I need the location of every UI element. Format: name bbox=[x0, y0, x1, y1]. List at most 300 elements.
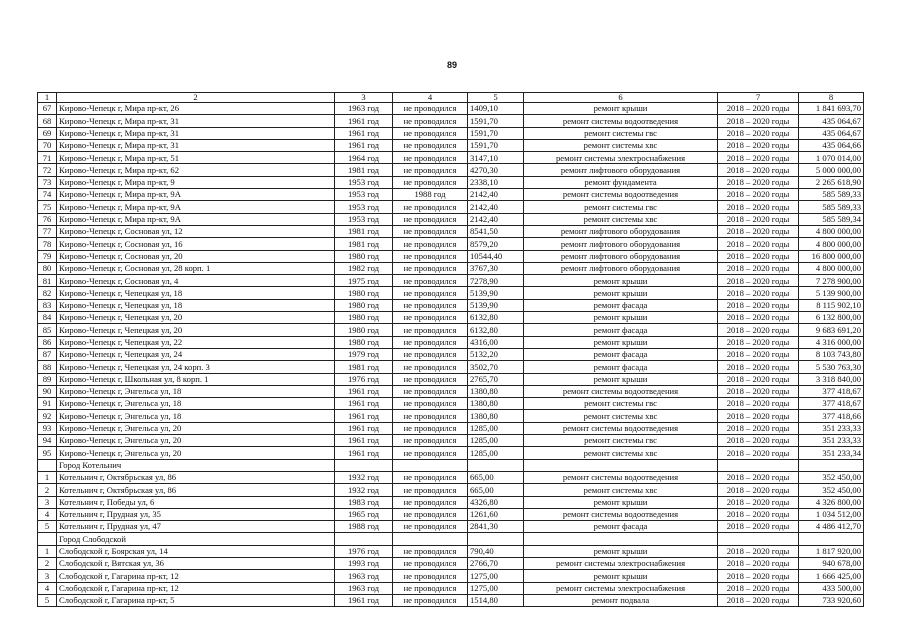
work-type-cell: ремонт фундамента bbox=[524, 176, 718, 188]
last-repair-cell: не проводился bbox=[393, 361, 468, 373]
address-cell: Котельнич г, Победы ул, 6 bbox=[57, 496, 335, 508]
table-row bbox=[38, 348, 864, 360]
build-year-cell: 1953 год bbox=[335, 213, 393, 225]
period-cell: 2018 – 2020 годы bbox=[718, 275, 799, 287]
cost-cell: 733 920,60 bbox=[799, 594, 864, 606]
cost-cell: 2 265 618,90 bbox=[799, 176, 864, 188]
row-number: 70 bbox=[38, 139, 57, 151]
row-number: 71 bbox=[38, 152, 57, 164]
cost-cell: 5 530 763,30 bbox=[799, 361, 864, 373]
work-type-cell: ремонт системы электроснабжения bbox=[524, 152, 718, 164]
work-type-cell: ремонт крыши bbox=[524, 373, 718, 385]
city-heading: Город Слободской bbox=[57, 533, 335, 545]
period-cell: 2018 – 2020 годы bbox=[718, 324, 799, 336]
work-type-cell: ремонт системы электроснабжения bbox=[524, 557, 718, 569]
build-year-cell: 1980 год bbox=[335, 250, 393, 262]
row-number: 75 bbox=[38, 201, 57, 213]
table-row bbox=[38, 594, 864, 606]
period-cell: 2018 – 2020 годы bbox=[718, 508, 799, 520]
empty-cell bbox=[718, 533, 799, 545]
area-cell: 1275,00 bbox=[468, 582, 524, 594]
empty-cell bbox=[718, 459, 799, 471]
cost-cell: 433 500,00 bbox=[799, 582, 864, 594]
area-cell: 1591,70 bbox=[468, 139, 524, 151]
work-type-cell: ремонт лифтового оборудования bbox=[524, 250, 718, 262]
cost-cell: 940 678,00 bbox=[799, 557, 864, 569]
address-cell: Кирово-Чепецк г, Чепецкая ул, 24 bbox=[57, 348, 335, 360]
last-repair-cell: не проводился bbox=[393, 373, 468, 385]
last-repair-cell: не проводился bbox=[393, 238, 468, 250]
period-cell: 2018 – 2020 годы bbox=[718, 361, 799, 373]
empty-cell bbox=[799, 459, 864, 471]
build-year-cell: 1961 год bbox=[335, 115, 393, 127]
cost-cell: 352 450,00 bbox=[799, 484, 864, 496]
area-cell: 4326,80 bbox=[468, 496, 524, 508]
city-section-row bbox=[38, 459, 864, 471]
work-type-cell: ремонт фасада bbox=[524, 299, 718, 311]
table-row bbox=[38, 250, 864, 262]
work-type-cell: ремонт системы электроснабжения bbox=[524, 582, 718, 594]
address-cell: Кирово-Чепецк г, Сосновая ул, 20 bbox=[57, 250, 335, 262]
empty-cell bbox=[799, 533, 864, 545]
period-cell: 2018 – 2020 годы bbox=[718, 385, 799, 397]
header-col-4: 4 bbox=[393, 93, 468, 103]
work-type-cell: ремонт лифтового оборудования bbox=[524, 262, 718, 274]
address-cell: Кирово-Чепецк г, Чепецкая ул, 18 bbox=[57, 299, 335, 311]
empty-cell bbox=[468, 533, 524, 545]
period-cell: 2018 – 2020 годы bbox=[718, 287, 799, 299]
table-row bbox=[38, 287, 864, 299]
row-number: 88 bbox=[38, 361, 57, 373]
address-cell: Кирово-Чепецк г, Мира пр-кт, 9А bbox=[57, 189, 335, 201]
cost-cell: 377 418,67 bbox=[799, 398, 864, 410]
area-cell: 5139,90 bbox=[468, 287, 524, 299]
cost-cell: 1 817 920,00 bbox=[799, 545, 864, 557]
work-type-cell: ремонт крыши bbox=[524, 312, 718, 324]
row-number: 80 bbox=[38, 262, 57, 274]
build-year-cell: 1981 год bbox=[335, 225, 393, 237]
address-cell: Кирово-Чепецк г, Мира пр-кт, 62 bbox=[57, 164, 335, 176]
area-cell: 8541,50 bbox=[468, 225, 524, 237]
work-type-cell: ремонт лифтового оборудования bbox=[524, 164, 718, 176]
row-number: 94 bbox=[38, 435, 57, 447]
row-number: 95 bbox=[38, 447, 57, 459]
work-type-cell: ремонт крыши bbox=[524, 287, 718, 299]
cost-cell: 4 800 000,00 bbox=[799, 262, 864, 274]
cost-cell: 585 589,34 bbox=[799, 213, 864, 225]
last-repair-cell: не проводился bbox=[393, 582, 468, 594]
cost-cell: 5 139 900,00 bbox=[799, 287, 864, 299]
header-col-2: 2 bbox=[57, 93, 335, 103]
work-type-cell: ремонт крыши bbox=[524, 570, 718, 582]
table-row bbox=[38, 557, 864, 569]
period-cell: 2018 – 2020 годы bbox=[718, 127, 799, 139]
last-repair-cell: не проводился bbox=[393, 447, 468, 459]
build-year-cell: 1988 год bbox=[335, 521, 393, 533]
row-number: 4 bbox=[38, 508, 57, 520]
last-repair-cell: не проводился bbox=[393, 127, 468, 139]
area-cell: 790,40 bbox=[468, 545, 524, 557]
last-repair-cell: не проводился bbox=[393, 521, 468, 533]
table-row bbox=[38, 115, 864, 127]
empty-cell bbox=[335, 459, 393, 471]
cost-cell: 6 132 800,00 bbox=[799, 312, 864, 324]
area-cell: 1285,00 bbox=[468, 422, 524, 434]
area-cell: 1261,60 bbox=[468, 508, 524, 520]
table-row bbox=[38, 521, 864, 533]
address-cell: Кирово-Чепецк г, Сосновая ул, 16 bbox=[57, 238, 335, 250]
row-number: 3 bbox=[38, 570, 57, 582]
cost-cell: 352 450,00 bbox=[799, 471, 864, 483]
build-year-cell: 1953 год bbox=[335, 201, 393, 213]
address-cell: Кирово-Чепецк г, Мира пр-кт, 9А bbox=[57, 201, 335, 213]
table-row bbox=[38, 484, 864, 496]
address-cell: Кирово-Чепецк г, Чепецкая ул, 24 корп. 3 bbox=[57, 361, 335, 373]
area-cell: 2338,10 bbox=[468, 176, 524, 188]
work-type-cell: ремонт системы водоотведения bbox=[524, 422, 718, 434]
city-section-row bbox=[38, 533, 864, 545]
work-type-cell: ремонт системы хвс bbox=[524, 447, 718, 459]
area-cell: 1380,80 bbox=[468, 410, 524, 422]
last-repair-cell: не проводился bbox=[393, 324, 468, 336]
row-number: 73 bbox=[38, 176, 57, 188]
empty-cell bbox=[524, 459, 718, 471]
row-number: 78 bbox=[38, 238, 57, 250]
area-cell: 3502,70 bbox=[468, 361, 524, 373]
work-type-cell: ремонт системы водоотведения bbox=[524, 385, 718, 397]
address-cell: Котельнич г, Прудная ул, 47 bbox=[57, 521, 335, 533]
last-repair-cell: не проводился bbox=[393, 139, 468, 151]
cost-cell: 435 064,67 bbox=[799, 127, 864, 139]
work-type-cell: ремонт лифтового оборудования bbox=[524, 238, 718, 250]
address-cell: Кирово-Чепецк г, Сосновая ул, 4 bbox=[57, 275, 335, 287]
area-cell: 1591,70 bbox=[468, 127, 524, 139]
table-row bbox=[38, 422, 864, 434]
period-cell: 2018 – 2020 годы bbox=[718, 410, 799, 422]
area-cell: 7278,90 bbox=[468, 275, 524, 287]
cost-cell: 585 589,33 bbox=[799, 189, 864, 201]
address-cell: Кирово-Чепецк г, Чепецкая ул, 20 bbox=[57, 312, 335, 324]
address-cell: Кирово-Чепецк г, Сосновая ул, 28 корп. 1 bbox=[57, 262, 335, 274]
last-repair-cell: 1988 год bbox=[393, 189, 468, 201]
period-cell: 2018 – 2020 годы bbox=[718, 496, 799, 508]
period-cell: 2018 – 2020 годы bbox=[718, 422, 799, 434]
period-cell: 2018 – 2020 годы bbox=[718, 594, 799, 606]
work-type-cell: ремонт системы гвс bbox=[524, 127, 718, 139]
period-cell: 2018 – 2020 годы bbox=[718, 373, 799, 385]
cost-cell: 1 034 512,00 bbox=[799, 508, 864, 520]
period-cell: 2018 – 2020 годы bbox=[718, 484, 799, 496]
last-repair-cell: не проводился bbox=[393, 336, 468, 348]
last-repair-cell: не проводился bbox=[393, 287, 468, 299]
row-number: 84 bbox=[38, 312, 57, 324]
table-row bbox=[38, 152, 864, 164]
cost-cell: 351 233,33 bbox=[799, 422, 864, 434]
period-cell: 2018 – 2020 годы bbox=[718, 521, 799, 533]
area-cell: 10544,40 bbox=[468, 250, 524, 262]
last-repair-cell: не проводился bbox=[393, 471, 468, 483]
address-cell: Слободской г, Боярская ул, 14 bbox=[57, 545, 335, 557]
row-number: 86 bbox=[38, 336, 57, 348]
address-cell: Кирово-Чепецк г, Энгельса ул, 18 bbox=[57, 385, 335, 397]
cost-cell: 435 064,66 bbox=[799, 139, 864, 151]
table-row bbox=[38, 508, 864, 520]
build-year-cell: 1981 год bbox=[335, 361, 393, 373]
row-number: 69 bbox=[38, 127, 57, 139]
cost-cell: 8 115 902,10 bbox=[799, 299, 864, 311]
area-cell: 1514,80 bbox=[468, 594, 524, 606]
address-cell: Кирово-Чепецк г, Энгельса ул, 18 bbox=[57, 410, 335, 422]
build-year-cell: 1975 год bbox=[335, 275, 393, 287]
build-year-cell: 1961 год bbox=[335, 435, 393, 447]
table-row bbox=[38, 275, 864, 287]
row-number: 93 bbox=[38, 422, 57, 434]
area-cell: 6132,80 bbox=[468, 324, 524, 336]
last-repair-cell: не проводился bbox=[393, 484, 468, 496]
build-year-cell: 1961 год bbox=[335, 594, 393, 606]
work-type-cell: ремонт крыши bbox=[524, 275, 718, 287]
period-cell: 2018 – 2020 годы bbox=[718, 152, 799, 164]
build-year-cell: 1961 год bbox=[335, 385, 393, 397]
table-row bbox=[38, 262, 864, 274]
table-row bbox=[38, 398, 864, 410]
work-type-cell: ремонт системы хвс bbox=[524, 484, 718, 496]
period-cell: 2018 – 2020 годы bbox=[718, 435, 799, 447]
cost-cell: 1 841 693,70 bbox=[799, 103, 864, 115]
build-year-cell: 1976 год bbox=[335, 373, 393, 385]
build-year-cell: 1980 год bbox=[335, 287, 393, 299]
build-year-cell: 1980 год bbox=[335, 336, 393, 348]
build-year-cell: 1982 год bbox=[335, 262, 393, 274]
table-row bbox=[38, 373, 864, 385]
area-cell: 2766,70 bbox=[468, 557, 524, 569]
row-number: 81 bbox=[38, 275, 57, 287]
area-cell: 1591,70 bbox=[468, 115, 524, 127]
row-number: 92 bbox=[38, 410, 57, 422]
row-number: 87 bbox=[38, 348, 57, 360]
period-cell: 2018 – 2020 годы bbox=[718, 348, 799, 360]
table-row bbox=[38, 336, 864, 348]
table-row bbox=[38, 361, 864, 373]
cost-cell: 4 316 000,00 bbox=[799, 336, 864, 348]
work-type-cell: ремонт системы хвс bbox=[524, 213, 718, 225]
area-cell: 6132,80 bbox=[468, 312, 524, 324]
cost-cell: 377 418,67 bbox=[799, 385, 864, 397]
work-type-cell: ремонт системы хвс bbox=[524, 139, 718, 151]
period-cell: 2018 – 2020 годы bbox=[718, 103, 799, 115]
empty-cell bbox=[335, 533, 393, 545]
period-cell: 2018 – 2020 годы bbox=[718, 164, 799, 176]
last-repair-cell: не проводился bbox=[393, 262, 468, 274]
work-type-cell: ремонт лифтового оборудования bbox=[524, 225, 718, 237]
table-row bbox=[38, 435, 864, 447]
build-year-cell: 1980 год bbox=[335, 299, 393, 311]
row-number: 67 bbox=[38, 103, 57, 115]
table-body bbox=[38, 103, 864, 607]
table-row bbox=[38, 103, 864, 115]
table-row bbox=[38, 385, 864, 397]
last-repair-cell: не проводился bbox=[393, 250, 468, 262]
work-type-cell: ремонт подвала bbox=[524, 594, 718, 606]
cost-cell: 1 070 014,00 bbox=[799, 152, 864, 164]
last-repair-cell: не проводился bbox=[393, 570, 468, 582]
address-cell: Кирово-Чепецк г, Чепецкая ул, 22 bbox=[57, 336, 335, 348]
period-cell: 2018 – 2020 годы bbox=[718, 312, 799, 324]
empty-cell bbox=[393, 533, 468, 545]
last-repair-cell: не проводился bbox=[393, 312, 468, 324]
header-col-5: 5 bbox=[468, 93, 524, 103]
period-cell: 2018 – 2020 годы bbox=[718, 250, 799, 262]
cost-cell: 4 800 000,00 bbox=[799, 238, 864, 250]
table-row bbox=[38, 189, 864, 201]
area-cell: 1285,00 bbox=[468, 435, 524, 447]
build-year-cell: 1983 год bbox=[335, 496, 393, 508]
last-repair-cell: не проводился bbox=[393, 385, 468, 397]
table-row bbox=[38, 299, 864, 311]
last-repair-cell: не проводился bbox=[393, 422, 468, 434]
last-repair-cell: не проводился bbox=[393, 398, 468, 410]
empty-cell bbox=[468, 459, 524, 471]
build-year-cell: 1980 год bbox=[335, 324, 393, 336]
work-type-cell: ремонт системы водоотведения bbox=[524, 189, 718, 201]
row-number: 72 bbox=[38, 164, 57, 176]
last-repair-cell: не проводился bbox=[393, 275, 468, 287]
period-cell: 2018 – 2020 годы bbox=[718, 176, 799, 188]
work-type-cell: ремонт системы гвс bbox=[524, 201, 718, 213]
cost-cell: 4 800 000,00 bbox=[799, 225, 864, 237]
cost-cell: 8 103 743,80 bbox=[799, 348, 864, 360]
period-cell: 2018 – 2020 годы bbox=[718, 398, 799, 410]
period-cell: 2018 – 2020 годы bbox=[718, 299, 799, 311]
address-cell: Кирово-Чепецк г, Мира пр-кт, 31 bbox=[57, 139, 335, 151]
area-cell: 8579,20 bbox=[468, 238, 524, 250]
table-header-row bbox=[38, 93, 864, 103]
last-repair-cell: не проводился bbox=[393, 410, 468, 422]
build-year-cell: 1961 год bbox=[335, 410, 393, 422]
table-row bbox=[38, 176, 864, 188]
address-cell: Кирово-Чепецк г, Мира пр-кт, 9 bbox=[57, 176, 335, 188]
area-cell: 3147,10 bbox=[468, 152, 524, 164]
last-repair-cell: не проводился bbox=[393, 299, 468, 311]
work-type-cell: ремонт системы гвс bbox=[524, 398, 718, 410]
area-cell: 4270,30 bbox=[468, 164, 524, 176]
row-number: 4 bbox=[38, 582, 57, 594]
cost-cell: 1 666 425,00 bbox=[799, 570, 864, 582]
address-cell: Кирово-Чепецк г, Энгельса ул, 20 bbox=[57, 422, 335, 434]
build-year-cell: 1963 год bbox=[335, 582, 393, 594]
address-cell: Котельнич г, Октябрьская ул, 86 bbox=[57, 471, 335, 483]
build-year-cell: 1953 год bbox=[335, 189, 393, 201]
table-row bbox=[38, 570, 864, 582]
build-year-cell: 1932 год bbox=[335, 484, 393, 496]
period-cell: 2018 – 2020 годы bbox=[718, 582, 799, 594]
area-cell: 2142,40 bbox=[468, 213, 524, 225]
cost-cell: 16 800 000,00 bbox=[799, 250, 864, 262]
table-row bbox=[38, 225, 864, 237]
page-number: 89 bbox=[446, 60, 457, 70]
area-cell: 2142,40 bbox=[468, 201, 524, 213]
address-cell: Кирово-Чепецк г, Мира пр-кт, 9А bbox=[57, 213, 335, 225]
build-year-cell: 1961 год bbox=[335, 447, 393, 459]
area-cell: 1285,00 bbox=[468, 447, 524, 459]
table-row bbox=[38, 582, 864, 594]
table-row bbox=[38, 213, 864, 225]
address-cell: Слободской г, Гагарина пр-кт, 12 bbox=[57, 570, 335, 582]
build-year-cell: 1932 год bbox=[335, 471, 393, 483]
period-cell: 2018 – 2020 годы bbox=[718, 238, 799, 250]
row-number: 82 bbox=[38, 287, 57, 299]
table-row bbox=[38, 410, 864, 422]
address-cell: Кирово-Чепецк г, Энгельса ул, 18 bbox=[57, 398, 335, 410]
area-cell: 5132,20 bbox=[468, 348, 524, 360]
cost-cell: 585 589,33 bbox=[799, 201, 864, 213]
city-heading: Город Котельнич bbox=[57, 459, 335, 471]
work-type-cell: ремонт крыши bbox=[524, 545, 718, 557]
last-repair-cell: не проводился bbox=[393, 496, 468, 508]
address-cell: Кирово-Чепецк г, Мира пр-кт, 26 bbox=[57, 103, 335, 115]
last-repair-cell: не проводился bbox=[393, 557, 468, 569]
address-cell: Кирово-Чепецк г, Сосновая ул, 12 bbox=[57, 225, 335, 237]
period-cell: 2018 – 2020 годы bbox=[718, 262, 799, 274]
row-number: 5 bbox=[38, 594, 57, 606]
table-row bbox=[38, 312, 864, 324]
period-cell: 2018 – 2020 годы bbox=[718, 557, 799, 569]
header-col-8: 8 bbox=[799, 93, 864, 103]
build-year-cell: 1976 год bbox=[335, 545, 393, 557]
address-cell: Слободской г, Вятская ул, 36 bbox=[57, 557, 335, 569]
address-cell: Кирово-Чепецк г, Мира пр-кт, 31 bbox=[57, 127, 335, 139]
row-number: 2 bbox=[38, 484, 57, 496]
table-row bbox=[38, 545, 864, 557]
last-repair-cell: не проводился bbox=[393, 348, 468, 360]
address-cell: Кирово-Чепецк г, Школьная ул, 8 корп. 1 bbox=[57, 373, 335, 385]
last-repair-cell: не проводился bbox=[393, 164, 468, 176]
build-year-cell: 1980 год bbox=[335, 312, 393, 324]
period-cell: 2018 – 2020 годы bbox=[718, 471, 799, 483]
period-cell: 2018 – 2020 годы bbox=[718, 447, 799, 459]
empty-cell bbox=[393, 459, 468, 471]
last-repair-cell: не проводился bbox=[393, 152, 468, 164]
header-col-1: 1 bbox=[38, 93, 57, 103]
work-type-cell: ремонт системы хвс bbox=[524, 410, 718, 422]
cost-cell: 4 326 800,00 bbox=[799, 496, 864, 508]
period-cell: 2018 – 2020 годы bbox=[718, 201, 799, 213]
build-year-cell: 1993 год bbox=[335, 557, 393, 569]
work-type-cell: ремонт крыши bbox=[524, 496, 718, 508]
work-type-cell: ремонт крыши bbox=[524, 336, 718, 348]
area-cell: 1380,80 bbox=[468, 398, 524, 410]
last-repair-cell: не проводился bbox=[393, 103, 468, 115]
row-number: 76 bbox=[38, 213, 57, 225]
row-number bbox=[38, 459, 57, 471]
area-cell: 2765,70 bbox=[468, 373, 524, 385]
address-cell: Котельнич г, Октябрьская ул, 86 bbox=[57, 484, 335, 496]
row-number: 74 bbox=[38, 189, 57, 201]
row-number: 3 bbox=[38, 496, 57, 508]
last-repair-cell: не проводился bbox=[393, 176, 468, 188]
work-type-cell: ремонт фасада bbox=[524, 361, 718, 373]
period-cell: 2018 – 2020 годы bbox=[718, 115, 799, 127]
cost-cell: 3 318 840,00 bbox=[799, 373, 864, 385]
header-col-3: 3 bbox=[335, 93, 393, 103]
area-cell: 1409,10 bbox=[468, 103, 524, 115]
build-year-cell: 1965 год bbox=[335, 508, 393, 520]
build-year-cell: 1979 год bbox=[335, 348, 393, 360]
table-row bbox=[38, 471, 864, 483]
work-type-cell: ремонт системы водоотведения bbox=[524, 115, 718, 127]
row-number: 2 bbox=[38, 557, 57, 569]
work-type-cell: ремонт крыши bbox=[524, 103, 718, 115]
